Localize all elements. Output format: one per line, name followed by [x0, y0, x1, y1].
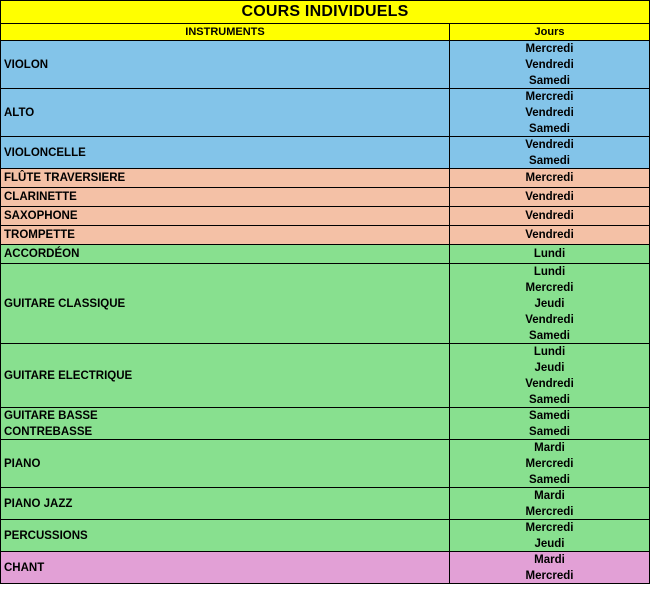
day-label: Mercredi — [525, 90, 574, 103]
instrument-cell — [1, 488, 450, 519]
days-cell — [450, 245, 649, 263]
day-label: Vendredi — [525, 210, 574, 222]
days-cell — [450, 188, 649, 206]
day-label: Mercredi — [525, 569, 574, 582]
instrument-cell — [1, 408, 450, 439]
instrument-name: PIANO — [4, 457, 41, 470]
days-cell — [450, 552, 649, 583]
instrument-name: ACCORDÉON — [4, 248, 80, 260]
day-label: Samedi — [529, 409, 570, 422]
instrument-cell — [1, 264, 450, 343]
days-cell — [450, 89, 649, 136]
days-cell — [450, 41, 649, 88]
day-label: Vendredi — [525, 106, 574, 119]
table-row — [0, 440, 650, 488]
table-row — [0, 89, 650, 137]
instrument-cell — [1, 207, 450, 225]
table-row — [0, 207, 650, 226]
instrument-cell — [1, 226, 450, 244]
instrument-name: VIOLON — [4, 58, 49, 71]
instrument-name: SAXOPHONE — [4, 210, 78, 222]
instrument-name: PIANO JAZZ — [4, 497, 73, 510]
table-row — [0, 264, 650, 344]
instrument-name: CHANT — [4, 561, 45, 574]
day-label: Samedi — [529, 473, 570, 486]
header-instruments: INSTRUMENTS — [1, 24, 450, 40]
day-label: Vendredi — [525, 191, 574, 203]
instrument-cell — [1, 552, 450, 583]
day-label: Samedi — [529, 393, 570, 406]
day-label: Jeudi — [534, 297, 565, 310]
days-cell — [450, 488, 649, 519]
instrument-cell — [1, 137, 450, 168]
table-row — [0, 520, 650, 552]
days-cell — [450, 344, 649, 407]
table-row — [0, 188, 650, 207]
days-cell — [450, 207, 649, 225]
days-cell — [450, 169, 649, 187]
table-row — [0, 488, 650, 520]
day-label: Samedi — [529, 329, 570, 342]
day-label: Mercredi — [525, 457, 574, 470]
instrument-name: GUITARE BASSE — [4, 409, 98, 422]
day-label: Samedi — [529, 122, 570, 135]
table-row — [0, 245, 650, 264]
day-label: Lundi — [533, 265, 566, 278]
day-label: Mercredi — [525, 505, 574, 518]
day-label: Lundi — [533, 345, 566, 358]
table-row — [0, 137, 650, 169]
day-label: Vendredi — [525, 313, 574, 326]
table-header — [0, 24, 650, 41]
days-cell — [450, 440, 649, 487]
table-row — [0, 408, 650, 440]
instrument-cell — [1, 169, 450, 187]
instrument-cell — [1, 41, 450, 88]
instrument-name: CONTREBASSE — [4, 425, 93, 438]
instrument-name: CLARINETTE — [4, 191, 77, 203]
day-label: Mercredi — [525, 42, 574, 55]
day-label: Mercredi — [525, 521, 574, 534]
table-row — [0, 344, 650, 408]
instrument-name: TROMPETTE — [4, 229, 75, 241]
instrument-cell — [1, 188, 450, 206]
instrument-cell — [1, 440, 450, 487]
instrument-name: GUITARE CLASSIQUE — [4, 297, 126, 310]
days-cell — [450, 520, 649, 551]
day-label: Lundi — [533, 248, 566, 260]
day-label: Samedi — [529, 74, 570, 87]
day-label: Mardi — [534, 489, 565, 502]
day-label: Samedi — [529, 425, 570, 438]
instrument-cell — [1, 520, 450, 551]
instrument-name: ALTO — [4, 106, 35, 119]
days-cell — [450, 264, 649, 343]
instrument-name: GUITARE ELECTRIQUE — [4, 369, 133, 382]
day-label: Vendredi — [525, 229, 574, 241]
day-label: Jeudi — [534, 361, 565, 374]
instrument-cell — [1, 89, 450, 136]
instrument-cell — [1, 245, 450, 263]
table-row — [0, 552, 650, 584]
days-cell — [450, 226, 649, 244]
days-cell — [450, 137, 649, 168]
day-label: Vendredi — [525, 138, 574, 151]
days-cell — [450, 408, 649, 439]
table-row — [0, 169, 650, 188]
table-row — [0, 41, 650, 89]
instrument-name: FLÛTE TRAVERSIERE — [4, 172, 126, 184]
day-label: Mardi — [534, 553, 565, 566]
instrument-name: PERCUSSIONS — [4, 529, 88, 542]
day-label: Samedi — [529, 154, 570, 167]
day-label: Mercredi — [525, 281, 574, 294]
day-label: Mardi — [534, 441, 565, 454]
day-label: Mercredi — [525, 172, 574, 184]
day-label: Vendredi — [525, 377, 574, 390]
table-row — [0, 226, 650, 245]
day-label: Jeudi — [534, 537, 565, 550]
instrument-cell — [1, 344, 450, 407]
header-jours: Jours — [534, 26, 565, 38]
table-body — [0, 41, 650, 584]
sheet-title: COURS INDIVIDUELS — [0, 0, 650, 24]
instrument-name: VIOLONCELLE — [4, 146, 86, 159]
day-label: Vendredi — [525, 58, 574, 71]
